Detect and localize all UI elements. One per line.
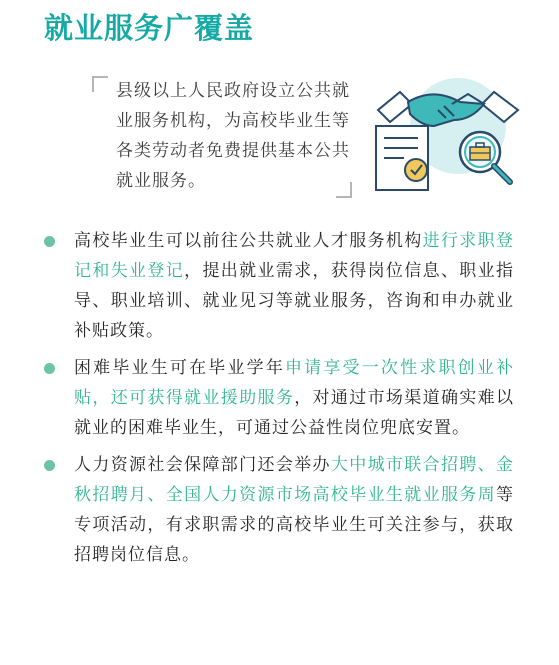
bullet-text-normal: ，对通过市场渠道确实难以就业的困难毕业生，可通过公益性岗位兜底安置。 — [74, 388, 515, 438]
bullet-item — [44, 450, 514, 570]
bullet-item — [44, 226, 514, 346]
bullet-text-normal: ，提出就业需求，获得岗位信息、职业指导、职业培训、就业见习等就业服务，咨询和申办就业补贴政策。 — [74, 261, 515, 341]
intro-text: 县级以上人民政府设立公共就业服务机构，为高校毕业生等各类劳动者免费提供基本公共就业服务。 — [116, 81, 350, 191]
bullet-item — [44, 353, 514, 443]
bullet-text — [74, 226, 514, 346]
bullet-dot — [44, 236, 55, 247]
intro-box — [92, 68, 352, 198]
bullet-text-highlight: 申请享受一次性求职创业补贴，还可获得就业援助服务 — [74, 358, 514, 408]
bullet-dot — [44, 460, 55, 471]
certificate-document-icon — [376, 126, 428, 190]
bullet-text — [74, 353, 514, 443]
bullet-text — [74, 450, 514, 570]
bullet-text-normal: 高校毕业生可以前往公共就业人才服务机构 — [74, 231, 423, 251]
bullet-text-highlight: 大中城市联合招聘、金秋招聘月、全国人力资源市场高校毕业生就业服务周 — [74, 455, 515, 505]
bullet-text-normal: 人力资源社会保障部门还会举办 — [74, 455, 331, 475]
bullet-text-highlight: 进行求职登记和失业登记 — [74, 231, 515, 281]
page-title: 就业服务广覆盖 — [44, 11, 255, 45]
bracket-top-left — [92, 76, 108, 92]
bullet-text-normal: 困难毕业生可在毕业学年 — [74, 358, 285, 378]
illustration — [372, 64, 522, 196]
bullet-dot — [44, 363, 55, 374]
bullet-list — [44, 226, 514, 577]
bullet-text-normal: 等专项活动，有求职需求的高校毕业生可关注参与，获取招聘岗位信息。 — [74, 485, 514, 565]
